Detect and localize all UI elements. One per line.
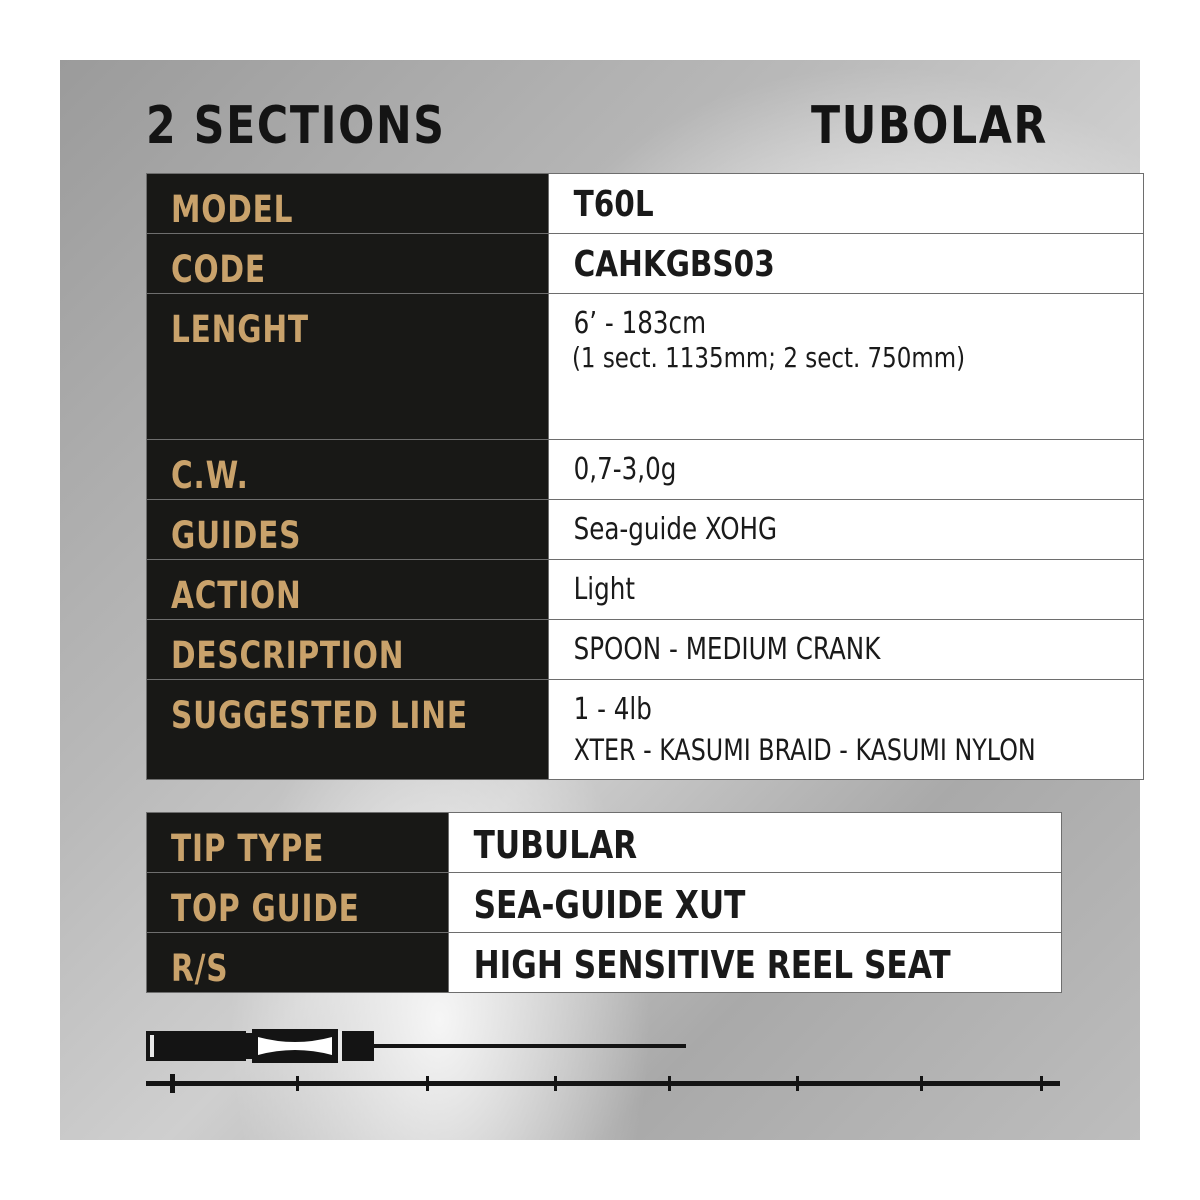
spec-label: GUIDES xyxy=(147,500,549,560)
spec-value: 6’ - 183cm (1 sect. 1135mm; 2 sect. 750mm) xyxy=(549,294,1144,440)
spec-row-cw xyxy=(147,440,1144,500)
spec-label: MODEL xyxy=(147,174,549,234)
spec-subvalue: XTER - KASUMI BRAID - KASUMI NYLON xyxy=(573,733,1036,767)
spec-value: SPOON - MEDIUM CRANK xyxy=(549,620,1144,680)
spec-value: T60L xyxy=(549,174,1144,234)
detail-row-tip-type xyxy=(147,813,1062,873)
spec-value: Sea-guide XOHG xyxy=(549,500,1144,560)
detail-label: TOP GUIDE xyxy=(147,873,449,933)
spec-row-description xyxy=(147,620,1144,680)
spec-row-code xyxy=(147,234,1144,294)
detail-row-reel-seat xyxy=(147,933,1062,993)
rod-blank xyxy=(146,1074,1060,1093)
spec-label: C.W. xyxy=(147,440,549,500)
spec-row-guides xyxy=(147,500,1144,560)
fishing-rod-icon xyxy=(144,1025,1064,1105)
spec-value: CAHKGBS03 xyxy=(549,234,1144,294)
detail-row-top-guide xyxy=(147,873,1062,933)
spec-row-model xyxy=(147,174,1144,234)
detail-label: R/S xyxy=(147,933,449,993)
spec-value: 1 - 4lb XTER - KASUMI BRAID - KASUMI NYLON xyxy=(549,680,1144,780)
spec-table xyxy=(146,173,1144,780)
spec-value: 0,7-3,0g xyxy=(549,440,1144,500)
details-table xyxy=(146,812,1062,993)
detail-value: HIGH SENSITIVE REEL SEAT xyxy=(449,933,1062,993)
spec-row-action xyxy=(147,560,1144,620)
spec-label: DESCRIPTION xyxy=(147,620,549,680)
spec-label: CODE xyxy=(147,234,549,294)
detail-label: TIP TYPE xyxy=(147,813,449,873)
spec-value: Light xyxy=(549,560,1144,620)
rod-handle xyxy=(146,1029,686,1063)
sections-heading: 2 SECTIONS xyxy=(146,96,446,156)
tip-heading: TUBOLAR xyxy=(811,96,1048,156)
detail-value: TUBULAR xyxy=(449,813,1062,873)
spec-row-length xyxy=(147,294,1144,440)
spec-subvalue: (1 sect. 1135mm; 2 sect. 750mm) xyxy=(572,341,966,374)
spec-label: LENGHT xyxy=(147,294,549,440)
spec-label: SUGGESTED LINE xyxy=(147,680,549,780)
spec-row-suggested-line xyxy=(147,680,1144,780)
detail-value: SEA-GUIDE XUT xyxy=(449,873,1062,933)
spec-label: ACTION xyxy=(147,560,549,620)
spec-card xyxy=(60,60,1140,1140)
